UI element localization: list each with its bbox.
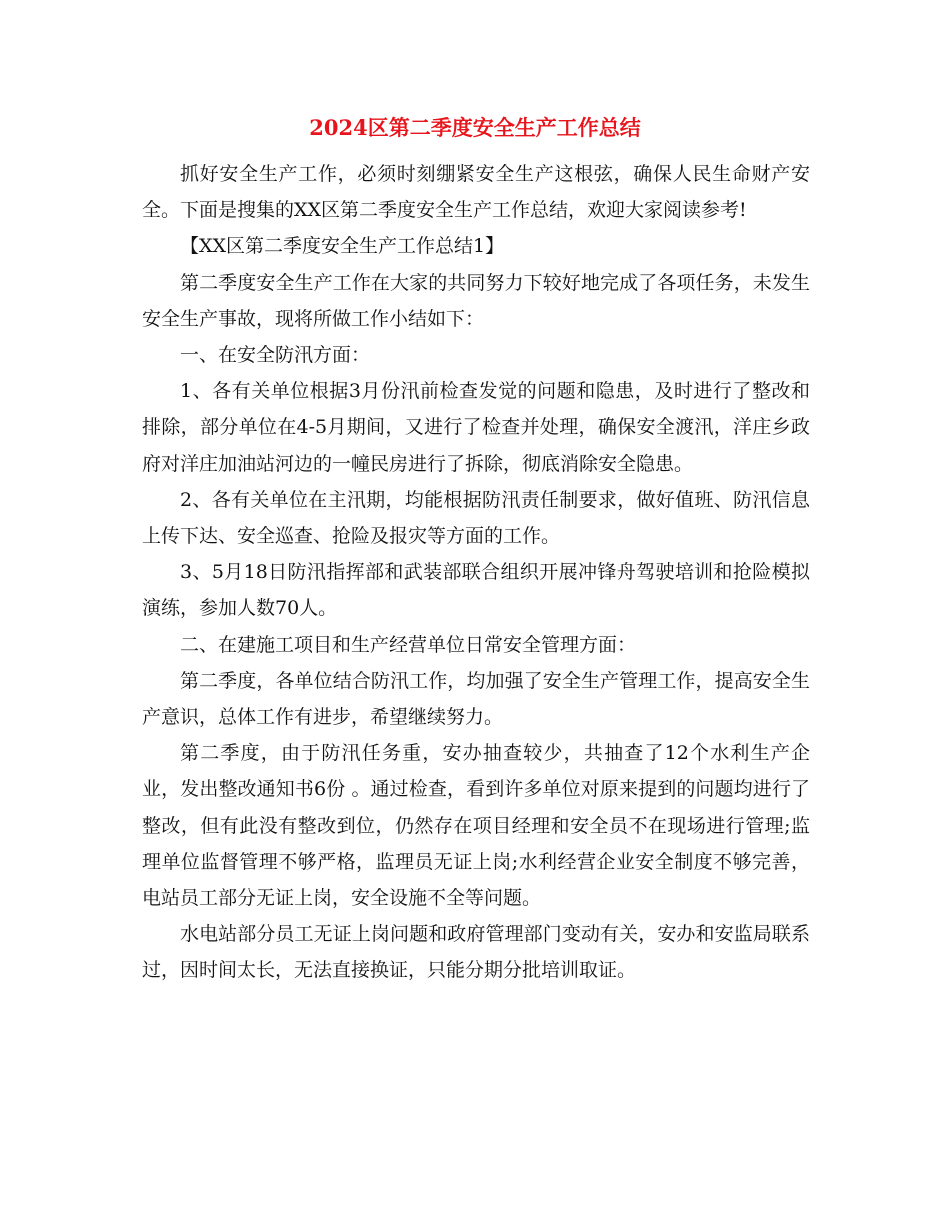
- paragraph-item-2: 2、各有关单位在主汛期，均能根据防汛责任制要求，做好值班、防汛信息上传下达、安全巡查、抢险及报灾等方面的工作。: [142, 488, 810, 548]
- paragraph-item-1: 1、各有关单位根据3月份汛前检查发觉的问题和隐患，及时进行了整改和排除，部分单位在4-5月期间，又进行了检查并处理，确保安全渡汛，洋庄乡政府对洋庄加油站河边的一幢民房进行了拆除，彻底消除安全隐患。: [142, 380, 810, 475]
- section-heading-flood-safety: 一、在安全防汛方面：: [180, 344, 371, 367]
- section-heading-construction-safety: 二、在建施工项目和生产经营单位日常安全管理方面：: [180, 633, 637, 656]
- paragraph-hydropower-staff: 水电站部分员工无证上岗问题和政府管理部门变动有关，安办和安监局联系过，因时间太长，无法直接换证，只能分期分批培训取证。: [142, 923, 810, 982]
- document-title: 2024区第二季度安全生产工作总结: [309, 115, 641, 140]
- paragraph-overview: 第二季度安全生产工作在大家的共同努力下较好地完成了各项任务，未发生安全生产事故，现将所做工作小结如下：: [142, 271, 810, 330]
- paragraph-item-3: 3、5月18日防汛指挥部和武装部联合组织开展冲锋舟驾驶培训和抢险模拟演练，参加人数70人。: [142, 561, 810, 620]
- document-body: [142, 156, 810, 989]
- paragraph-intro: 抓好安全生产工作，必须时刻绷紧安全生产这根弦，确保人民生命财产安全。下面是搜集的XX区第二季度安全生产工作总结，欢迎大家阅读参考!: [142, 163, 810, 222]
- paragraph-q2-inspection: 第二季度，由于防汛任务重，安办抽查较少，共抽查了12个水利生产企业，发出整改通知书6份 。通过检查，看到许多单位对原来提到的问题均进行了整改，但有此没有整改到位，仍然存在项目经理和安全员不在现场进行管理;监理单位监督管理不够严格，监理员无证上岗;水利经营企业安全制度不够完善，电站员工部分无证上岗，安全设施不全等问题。: [142, 742, 810, 910]
- section-heading-summary-1: 【XX区第二季度安全生产工作总结1】: [180, 235, 505, 258]
- paragraph-q2-management: 第二季度，各单位结合防汛工作，均加强了安全生产管理工作，提高安全生产意识，总体工作有进步，希望继续努力。: [142, 669, 810, 729]
